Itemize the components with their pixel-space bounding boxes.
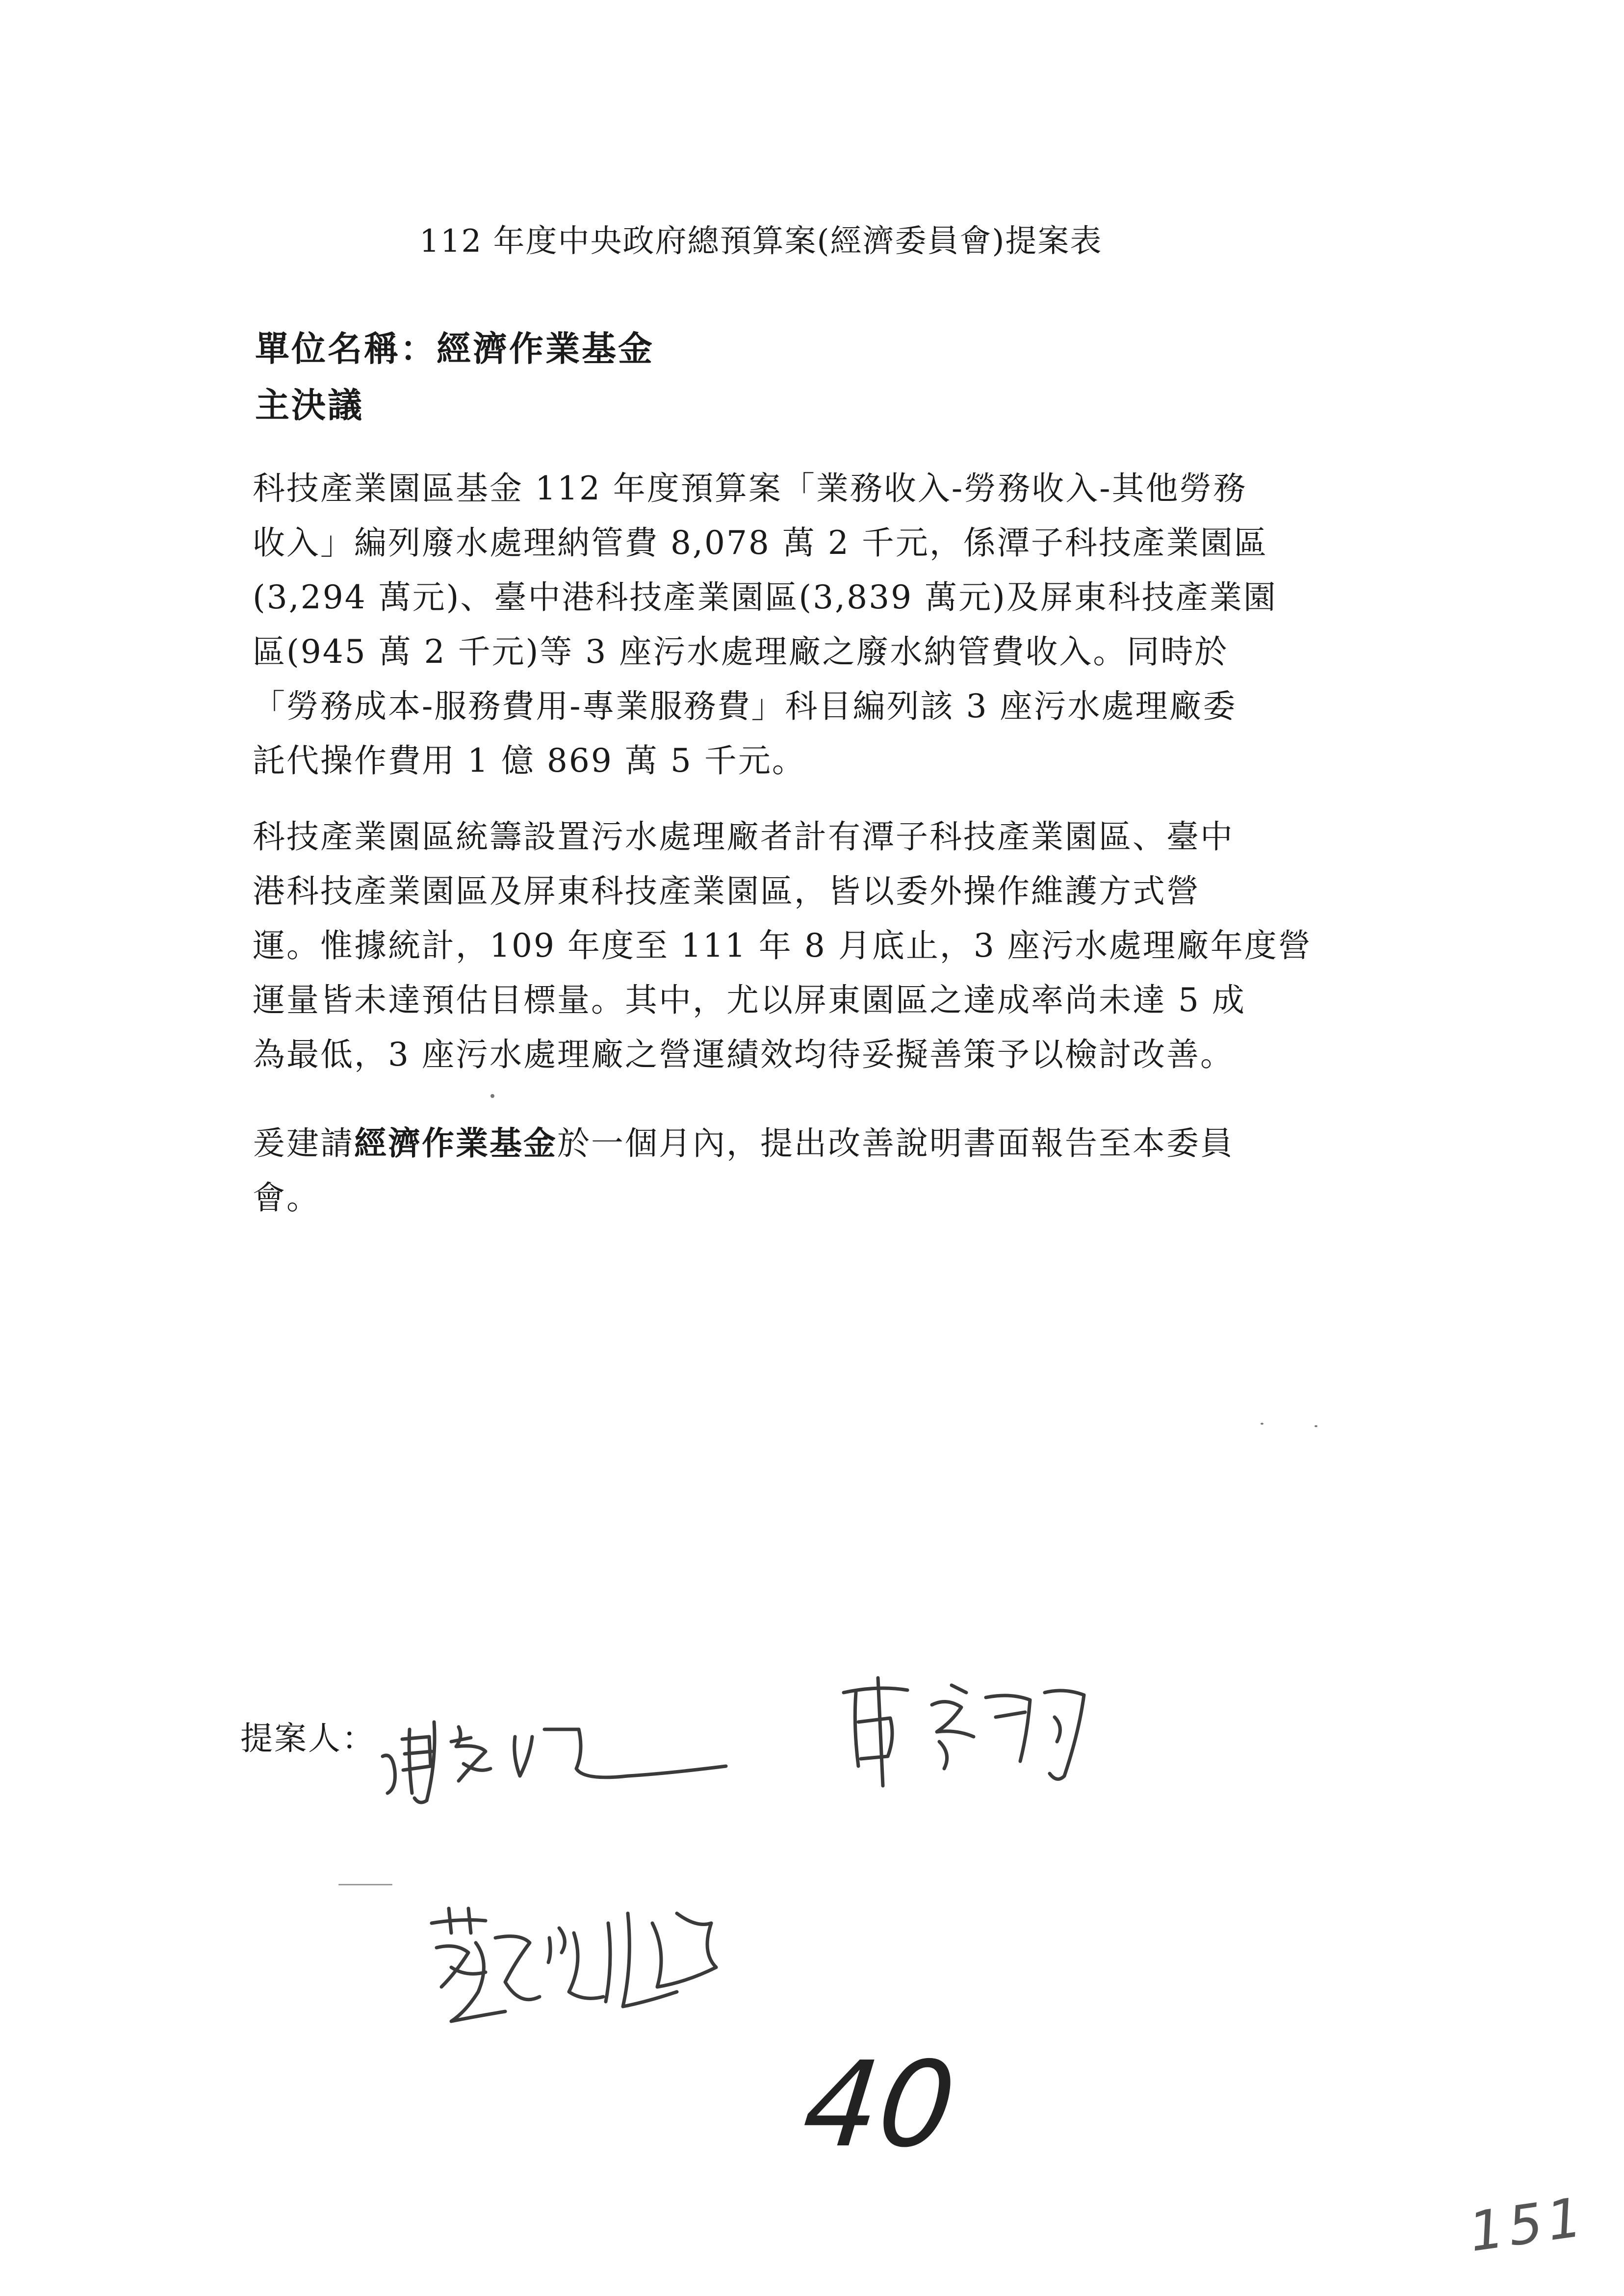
paragraph-budget-description: [253, 461, 1395, 788]
signature-chen-ting-fei: [373, 1683, 746, 1810]
paragraph-line: 區(945 萬 2 千元)等 3 座污水處理廠之廢水納管費收入。同時於: [253, 633, 1229, 671]
paragraph-line: 託代操作費用 1 億 869 萬 5 千元。: [253, 742, 806, 780]
main-resolution-heading: 主決議: [255, 385, 364, 425]
request-fund-name: 經濟作業基金: [354, 1124, 557, 1162]
signature-chiu-chih-wei: [834, 1663, 1108, 1800]
scan-speck: [1315, 1425, 1317, 1427]
unit-name-line: 單位名稱：經濟作業基金: [255, 328, 654, 369]
paragraph-line: 收入」編列廢水處理納管費 8,078 萬 2 千元，係潭子科技產業園區: [253, 524, 1268, 562]
paragraph-line: 運。惟據統計，109 年度至 111 年 8 月底止，3 座污水處理廠年度營: [253, 927, 1312, 965]
paragraph-line: 科技產業園區基金 112 年度預算案「業務收入-勞務收入-其他勞務: [253, 470, 1247, 507]
paragraph-request: [253, 1116, 1395, 1225]
paragraph-line: 運量皆未達預估目標量。其中，尤以屏東園區之達成率尚未達 5 成: [253, 981, 1246, 1019]
scan-speck: [1261, 1423, 1263, 1425]
paragraph-line: 為最低，3 座污水處理廠之營運績效均待妥擬善策予以檢討改善。: [253, 1036, 1234, 1073]
paragraph-operation-status: [253, 809, 1395, 1082]
request-suffix: 於一個月內，提出改善說明書面報告至本委員: [557, 1124, 1234, 1162]
scan-speck: [338, 1884, 392, 1885]
proposer-label: 提案人：: [240, 1720, 376, 1757]
paragraph-line: 科技產業園區統籌設置污水處理廠者計有潭子科技產業園區、臺中: [253, 818, 1234, 856]
paragraph-line: 「勞務成本-服務費用-專業服務費」科目編列該 3 座污水處理廠委: [253, 687, 1237, 725]
paragraph-line: 港科技產業園區及屏東科技產業園區，皆以委外操作維護方式營: [253, 872, 1200, 910]
page-number: 151: [1465, 2185, 1591, 2264]
scan-speck: [490, 1094, 494, 1098]
signature-su-chih-fen: [422, 1894, 755, 2041]
paragraph-line: (3,294 萬元)、臺中港科技產業園區(3,839 萬元)及屏東科技產業園: [253, 578, 1277, 616]
page-title: 112 年度中央政府總預算案(經濟委員會)提案表: [419, 223, 1103, 260]
handwritten-proposal-number: 40: [797, 2036, 962, 2173]
request-prefix: 爰建請: [253, 1124, 354, 1162]
paragraph-line: [253, 1116, 1395, 1171]
paragraph-line: 會。: [253, 1179, 320, 1217]
